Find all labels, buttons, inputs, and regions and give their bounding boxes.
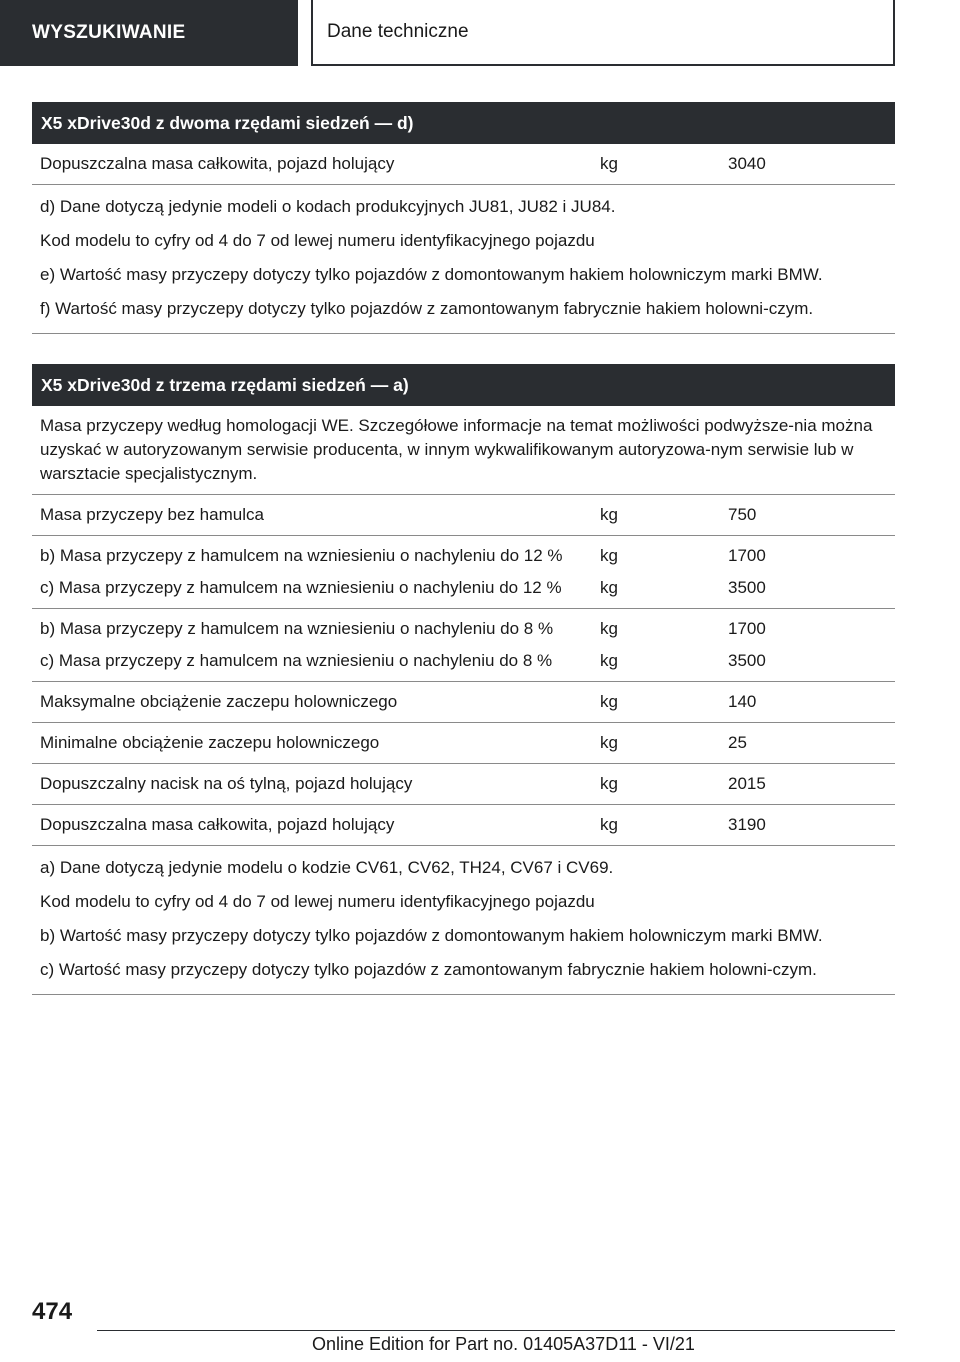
row-value-c: 3500 [728, 651, 766, 670]
row-label: Masa przyczepy bez hamulca [40, 505, 264, 524]
row-unit-b: kg [600, 619, 618, 638]
section-heading: X5 xDrive30d z dwoma rzędami siedzeń — d) [32, 102, 895, 144]
row-unit: kg [600, 505, 618, 524]
footnote: e) Wartość masy przyczepy dotyczy tylko pojazdów z domontowanym hakiem holowniczym marki BMW. [40, 265, 823, 284]
row-unit-c: kg [600, 578, 618, 597]
row-label-c: c) Masa przyczepy z hamulcem na wzniesieniu o nachyleniu do 8 % [40, 651, 553, 670]
footnotes [32, 846, 895, 995]
row-value: 2015 [728, 774, 766, 793]
footnote: f) Wartość masy przyczepy dotyczy tylko pojazdów z zamontowanym fabrycznie hakiem holowni-czym. [40, 299, 814, 318]
page-content [32, 102, 895, 995]
table-row [32, 723, 895, 764]
row-value: 25 [728, 733, 747, 752]
table-row [32, 495, 895, 536]
row-label [32, 617, 592, 673]
row-label: Dopuszczalny nacisk na oś tylną, pojazd holujący [40, 774, 413, 793]
row-unit: kg [600, 154, 618, 173]
search-tab[interactable]: WYSZUKIWANIE [0, 0, 298, 66]
row-label: Maksymalne obciążenie zaczepu holowniczego [40, 692, 398, 711]
row-value [720, 617, 895, 673]
row-label: Dopuszczalna masa całkowita, pojazd holujący [40, 815, 395, 834]
table-row [32, 536, 895, 609]
footnote: b) Wartość masy przyczepy dotyczy tylko pojazdów z domontowanym hakiem holowniczym marki BMW. [40, 926, 823, 945]
row-label: Minimalne obciążenie zaczepu holowniczego [40, 733, 380, 752]
section-title-tab[interactable]: Dane techniczne [311, 0, 895, 66]
top-navigation-bar [0, 0, 960, 68]
row-unit: kg [600, 815, 618, 834]
footnotes [32, 185, 895, 334]
row-value: 3040 [728, 154, 766, 173]
footer-divider [97, 1330, 895, 1331]
page-number: 474 [32, 1298, 73, 1325]
row-value-c: 3500 [728, 578, 766, 597]
row-label: Dopuszczalna masa całkowita, pojazd holujący [40, 154, 395, 173]
row-value: 3190 [728, 815, 766, 834]
row-value-b: 1700 [728, 619, 766, 638]
table-row [32, 805, 895, 846]
row-unit [592, 544, 720, 600]
row-unit [592, 617, 720, 673]
row-unit-c: kg [600, 651, 618, 670]
row-unit: kg [600, 733, 618, 752]
row-unit: kg [600, 692, 618, 711]
table-row [32, 764, 895, 805]
table-row [32, 144, 895, 185]
row-label [32, 544, 592, 600]
row-label-b: b) Masa przyczepy z hamulcem na wzniesieniu o nachyleniu do 12 % [40, 546, 563, 565]
row-unit-b: kg [600, 546, 618, 565]
footnote: c) Wartość masy przyczepy dotyczy tylko pojazdów z zamontowanym fabrycznie hakiem holowni-czym. [40, 960, 817, 979]
footnote: d) Dane dotyczą jedynie modeli o kodach produkcyjnych JU81, JU82 i JU84. [40, 197, 616, 216]
footnote: Kod modelu to cyfry od 4 do 7 od lewej numeru identyfikacyjnego pojazdu [40, 892, 595, 911]
row-value-b: 1700 [728, 546, 766, 565]
row-label-b: b) Masa przyczepy z hamulcem na wzniesieniu o nachyleniu do 8 % [40, 619, 554, 638]
section-intro: Masa przyczepy według homologacji WE. Szczegółowe informacje na temat możliwości podwyższe-nia można uzyskać w autoryzowanym serwisie producenta, w innym wykwalifikowanym autoryzowa-nym serwisie lub w warsztacie specjalistycznym. [32, 406, 895, 495]
edition-footer: Online Edition for Part no. 01405A37D11 - VI/21 [312, 1334, 695, 1354]
row-unit: kg [600, 774, 618, 793]
row-label-c: c) Masa przyczepy z hamulcem na wzniesieniu o nachyleniu do 12 % [40, 578, 562, 597]
footnote: Kod modelu to cyfry od 4 do 7 od lewej numeru identyfikacyjnego pojazdu [40, 231, 595, 250]
table-row [32, 682, 895, 723]
row-value: 750 [728, 505, 757, 524]
row-value [720, 544, 895, 600]
footnote: a) Dane dotyczą jedynie modelu o kodzie CV61, CV62, TH24, CV67 i CV69. [40, 858, 614, 877]
row-value: 140 [728, 692, 757, 711]
table-row [32, 609, 895, 682]
section-heading: X5 xDrive30d z trzema rzędami siedzeń — a) [32, 364, 895, 406]
